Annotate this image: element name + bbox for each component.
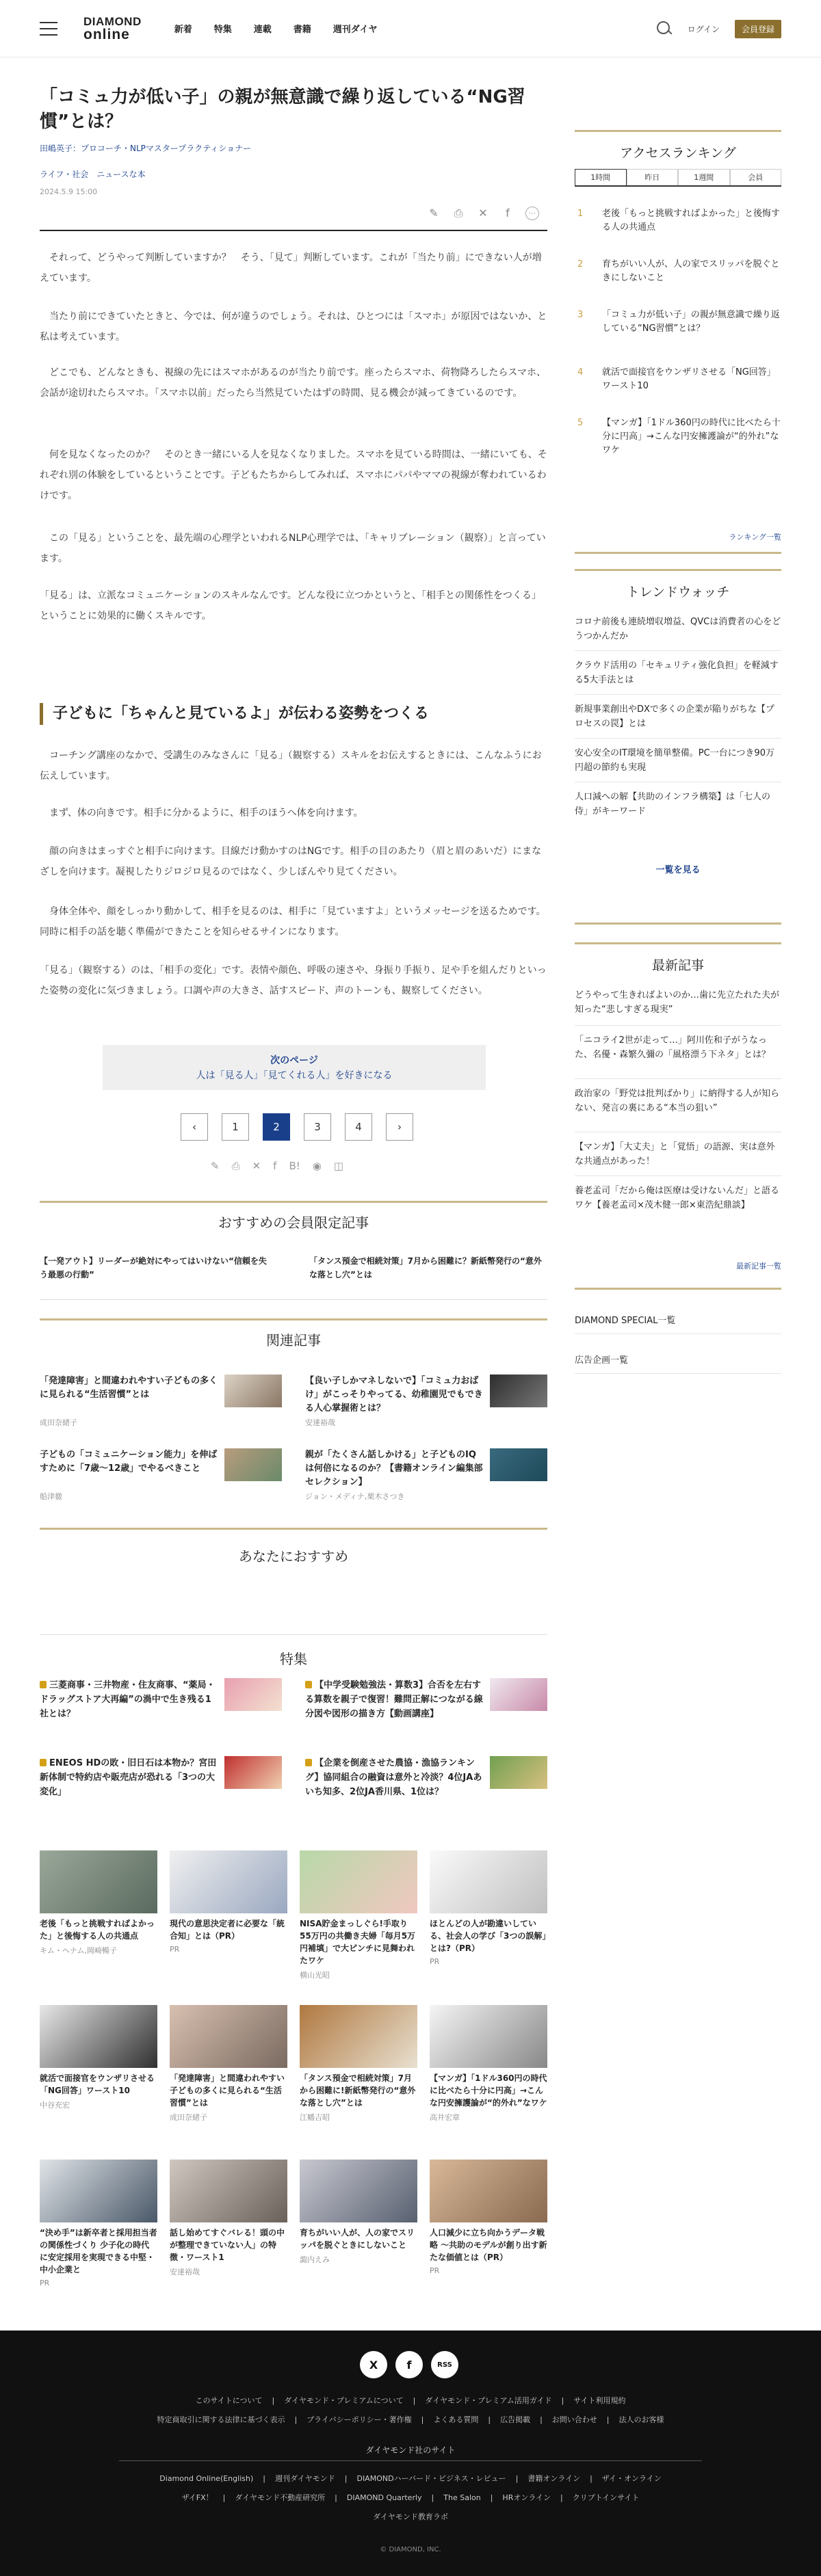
- line-share-icon[interactable]: ◉: [312, 1160, 322, 1172]
- section-divider: [40, 1201, 547, 1203]
- footer-sites-row: [0, 2511, 821, 2522]
- footer-site-link[interactable]: Diamond Online(English): [159, 2474, 254, 2483]
- footer-sites-row: Diamond Online(English) | 週刊ダイヤモンド | DIAMONDハーバード・ビジネス・レビュー | 書籍オンライン | ザイ・オンライン: [159, 2474, 662, 2483]
- related-article-image: [490, 1375, 547, 1407]
- ranking-item-title: 育ちがいい人が、人の家でスリッパを脱ぐときにしないこと: [602, 259, 780, 283]
- facebook-share-icon[interactable]: f: [273, 1160, 277, 1172]
- rank-number: 5: [577, 418, 584, 428]
- feature-article-title: [305, 1756, 483, 1799]
- latest-item[interactable]: 政治家の「野党は批判ばかり」に納得する人が知らない、発言の裏にある“本当の狙い”: [575, 1089, 780, 1113]
- latest-item[interactable]: 「ニコライ2世が走って…」阿川佐和子がうなった、名優・森繁久彌の「風格漂う下ネタ」とは？: [575, 1035, 771, 1060]
- x-share-icon[interactable]: ✕: [478, 207, 488, 220]
- tab-yesterday[interactable]: 昨日: [627, 169, 679, 185]
- site-footer: [0, 2331, 821, 2576]
- nav-item-new[interactable]: 新着: [174, 25, 192, 35]
- footer-site-link[interactable]: クリプトインサイト: [572, 2493, 640, 2502]
- logo-text-top: DIAMOND: [83, 14, 142, 28]
- trend-item[interactable]: 新規事業創出やDXで多くの企業が陥りがちな【プロセスの罠】とは: [575, 704, 774, 729]
- card-author: キム・ヘナム,岡崎暢子: [40, 1946, 117, 1955]
- page-button[interactable]: 3: [304, 1113, 331, 1141]
- feature-article-image: [490, 1678, 547, 1711]
- tab-1week[interactable]: 1週間: [678, 169, 730, 185]
- feature-article-text: 三菱商事・三井物産・住友商事、“薬局・ドラッグストア大再編”の渦中で生き残る1社とは？: [40, 1680, 216, 1719]
- card-title: 「タンス預金で相続対策」7月から困難に!新紙幣発行の“意外な落とし穴”とは: [300, 2073, 416, 2108]
- trend-item[interactable]: クラウド活用の「セキュリティ強化負担」を軽減する5大手法とは: [575, 661, 779, 685]
- tab-member[interactable]: 会員: [730, 169, 782, 185]
- card-author: 安達裕哉: [170, 2268, 200, 2276]
- print-icon[interactable]: ⎙: [231, 1160, 240, 1172]
- register-button[interactable]: 会員登録: [735, 20, 781, 38]
- card-author: PR: [170, 1945, 180, 1954]
- share-tools-bottom: [211, 1160, 343, 1172]
- article-title: 「コミュ力が低い子」の親が無意識で繰り返している“NG習慣”とは？: [40, 87, 525, 132]
- divider: [575, 1025, 781, 1026]
- footer-site-link[interactable]: DIAMONDハーバード・ビジネス・レビュー: [356, 2474, 506, 2483]
- footer-group-title: ダイヤモンド社のサイト: [365, 2445, 456, 2455]
- nav-item-feature[interactable]: 特集: [213, 25, 232, 35]
- card-article[interactable]: [40, 2005, 157, 2110]
- section-divider: [40, 1634, 547, 1635]
- related-article[interactable]: [40, 1448, 282, 1502]
- footer-links-row: 特定商取引に関する法律に基づく表示 | プライバシーポリシー・著作権 | よくある質問 | 広告掲載 | お問い合わせ | 法人のお客様: [157, 2415, 664, 2424]
- article-paragraph: それって、どうやって判断していますか？ そう、「見て」判断しています。これが「当たり前」にできない人が増えています。: [40, 252, 542, 284]
- tab-1hour[interactable]: 1時間: [575, 169, 627, 185]
- card-image: [170, 1850, 287, 1913]
- sns-links: [360, 2351, 458, 2378]
- article-paragraph: 何を見なくなったのか？ そのとき一緒にいる人を見なくなりました。スマホを見ている時間は、一緒にいても、それぞれ別の体験をしているということです。子どもたちからしてみれば、スマホにパパやママの視線が奪われているわけです。: [40, 449, 547, 501]
- x-share-icon[interactable]: ✕: [252, 1160, 261, 1172]
- footer-link[interactable]: ダイヤモンド・プレミアムについて: [284, 2396, 404, 2405]
- trend-box: [575, 569, 781, 925]
- lock-icon: [305, 1759, 312, 1766]
- hatena-bookmark-icon[interactable]: B!: [289, 1160, 300, 1172]
- card-author: PR: [40, 2279, 50, 2287]
- page-button[interactable]: 4: [345, 1113, 372, 1141]
- facebook-icon[interactable]: f: [395, 2351, 423, 2378]
- latest-title: 最新記事: [651, 958, 704, 973]
- ad-list-link[interactable]: 広告企画一覧: [575, 1355, 629, 1366]
- nav-item-series[interactable]: 連載: [253, 25, 272, 35]
- related-article-author: ジョン・メディナ,栗木さつき: [305, 1492, 405, 1501]
- article-paragraph: どこでも、どんなときも、視線の先にはスマホがあるのが当たり前です。座ったらスマホ、荷物降ろしたらスマホ、会話が途切れたらスマホ。「スマホ以前」だったら当然見ていたはずの時間、見る機会が減ってきているのです。: [40, 367, 547, 399]
- related-article[interactable]: [40, 1375, 282, 1428]
- card-title: ほとんどの人が勘違いしている、社会人の学び「3つの誤解」とは?（PR）: [430, 1919, 547, 1953]
- diamond-special-link[interactable]: DIAMOND SPECIAL一覧: [575, 1316, 676, 1326]
- card-image: [430, 2160, 547, 2222]
- related-article-author: 船津徹: [40, 1492, 62, 1501]
- divider: [575, 1333, 781, 1334]
- feature-article[interactable]: [305, 1678, 547, 1733]
- ranking-item-title: 老後「もっと挑戦すればよかった」と後悔する人の共通点: [602, 209, 781, 233]
- related-article-title: 【良い子しかマネしないで】「コミュ力おばけ」がこっそりやってる、幼稚園児でもできる人心掌握術とは？: [305, 1376, 483, 1413]
- clip-icon[interactable]: ✎: [429, 207, 439, 220]
- card-title: 現代の意思決定者に必要な「統合知」とは（PR）: [170, 1919, 285, 1941]
- card-article[interactable]: [430, 2160, 547, 2275]
- nav-item-weekly[interactable]: 週刊ダイヤ: [333, 25, 378, 35]
- card-article[interactable]: [300, 1850, 417, 1980]
- x-icon[interactable]: X: [360, 2351, 387, 2378]
- article-paragraph: 顔の向きはまっすぐと相手に向けます。目線だけ動かすのはNGです。相手の目のあたり（眉と眉のあいだ）にまなざしを向けます。凝視したりジロジロ見るのではなく、少しぼんやり見てください。: [40, 846, 542, 877]
- article-paragraph: 「見る」は、立派なコミュニケーションのスキルなんです。どんな役に立つかというと、「相手との関係性をつくる」ということに効果的に働くスキルです。: [40, 590, 541, 622]
- card-image: [170, 2160, 287, 2222]
- next-page-title: 人は「見る人」「見てくれる人」を好きになる: [196, 1070, 393, 1081]
- card-title: 「発達障害」と間違われやすい子どもの多くに見られる“生活習慣”とは: [170, 2073, 285, 2108]
- search-icon[interactable]: [656, 21, 673, 37]
- page-button-current[interactable]: 2: [263, 1113, 290, 1141]
- logo-text-bottom: online: [83, 26, 130, 42]
- related-article-image: [490, 1448, 547, 1481]
- divider: [575, 1078, 781, 1079]
- more-share-icon[interactable]: ⋯: [525, 207, 539, 220]
- footer-site-link[interactable]: 週刊ダイヤモンド: [274, 2474, 335, 2483]
- latest-more-link[interactable]: 最新記事一覧: [736, 1262, 781, 1271]
- ranking-item-title: 【マンガ】「1ドル360円の時代に比べたら十分に円高」→こんな円安擁護論が“的外れ”なワケ: [602, 418, 781, 455]
- next-page-label: 次のページ: [270, 1055, 318, 1066]
- card-title: NISA貯金まっしぐら!手取り55万円の共働き夫婦「毎月5万円補填」で大ピンチに見舞われたワケ: [300, 1919, 416, 1965]
- card-image: [40, 2005, 157, 2068]
- card-author: 江幡吉昭: [300, 2113, 330, 2122]
- article-paragraph: コーチング講座のなかで、受講生のみなさんに「見る」（観察する）スキルをお伝えするときには、こんなふうにお伝えしています。: [40, 750, 542, 782]
- card-author: 横山光昭: [300, 1971, 330, 1980]
- divider: [575, 650, 781, 651]
- card-title: 話し始めてすぐバレる！頭の中が整理できていない人」の特徴・ワースト1: [170, 2228, 285, 2262]
- latest-item[interactable]: 養老孟司「だから俺は医療は受けないんだ」と語るワケ【養老孟司×茂木健一郎×東浩紀鼎談】: [575, 1186, 780, 1210]
- card-image: [300, 1850, 417, 1913]
- site-logo[interactable]: [83, 16, 142, 42]
- feature-article-title: [40, 1756, 218, 1799]
- card-title: 人口減少に立ち向かうデータ戦略 ～共助のモデルが創り出す新たな価値とは（PR）: [430, 2228, 547, 2262]
- trend-more-link[interactable]: 一覧を見る: [655, 865, 701, 875]
- pagination: [181, 1113, 413, 1141]
- card-article[interactable]: [300, 2160, 417, 2265]
- prev-page-button[interactable]: ‹: [181, 1113, 208, 1141]
- member-section-title: おすすめの会員限定記事: [218, 1214, 369, 1231]
- trend-title: トレンドウォッチ: [626, 585, 730, 600]
- feature-article-text: 【中学受験勉強法・算数3】合否を左右する算数を親子で復習！難問正解につながる線分図や図形の描き方【動画講座】: [305, 1680, 483, 1719]
- rank-number: 1: [577, 209, 584, 219]
- card-author: 中谷充宏: [40, 2101, 70, 2110]
- footer-site-link[interactable]: ザイ・オンライン: [601, 2474, 662, 2483]
- rank-number: 4: [577, 367, 584, 377]
- feature-article-text: 【企業を倒産させた農協・漁協ランキング】協同組合の融資は意外と冷淡？4位JAあいち知多、2位JA香川県、1位は？: [305, 1758, 482, 1797]
- related-article-image: [224, 1375, 282, 1407]
- rss-icon[interactable]: RSS: [431, 2351, 458, 2378]
- feature-section-title: 特集: [280, 1651, 307, 1667]
- related-article[interactable]: [305, 1448, 547, 1502]
- footer-link[interactable]: 広告掲載: [500, 2415, 531, 2424]
- site-header: [0, 0, 821, 57]
- related-section-title: 関連記事: [266, 1332, 321, 1349]
- footer-link[interactable]: このサイトについて: [195, 2396, 263, 2405]
- article-paragraph: 身体全体や、顔をしっかり動かして、相手を見るのは、相手に「見ていますよ」というメッセージを送るためです。同時に相手の話を聴く準備ができたことを知らせるサインになります。: [40, 906, 546, 938]
- lock-icon: [40, 1759, 47, 1766]
- feature-article-title: [40, 1678, 218, 1721]
- card-article[interactable]: [170, 2005, 287, 2123]
- card-title: 育ちがいい人が、人の家でスリッパを脱ぐときにしないこと: [300, 2228, 415, 2250]
- card-article[interactable]: [170, 1850, 287, 1954]
- footer-site-link[interactable]: DIAMOND Quarterly: [346, 2493, 422, 2502]
- card-author: PR: [430, 2266, 440, 2275]
- article-author[interactable]: 田嶋英子：プロコーチ・NLPマスタープラクティショナー: [40, 144, 252, 153]
- article-paragraph: まず、体の向きです。相手に分かるように、相手のほうへ体を向けます。: [40, 808, 363, 819]
- print-icon[interactable]: ⎙: [454, 207, 463, 220]
- lock-icon: [40, 1681, 47, 1688]
- feature-article-text: ENEOS HDの敗・旧日石は本物か？宮田新体制で特約店や販売店が恐れる「3つの大変化」: [40, 1758, 217, 1797]
- clip-icon[interactable]: ✎: [211, 1160, 220, 1172]
- global-nav: [174, 22, 378, 35]
- footer-link[interactable]: ダイヤモンド・プレミアム活用ガイド: [425, 2396, 552, 2405]
- card-article[interactable]: [430, 1850, 547, 1966]
- footer-link[interactable]: プライバシーポリシー・著作権: [307, 2415, 412, 2424]
- ranking-more-link[interactable]: ランキング一覧: [729, 533, 781, 542]
- trend-item[interactable]: 人口減への解【共助のインフラ構築】は「七人の侍」がキーワード: [575, 792, 771, 816]
- article-date: 2024.5.9 15:00: [40, 187, 98, 196]
- footer-site-link[interactable]: The Salon: [443, 2493, 481, 2502]
- card-image: [430, 2005, 547, 2068]
- login-link[interactable]: ログイン: [687, 24, 720, 34]
- footer-site-link[interactable]: ダイヤモンド教育ラボ: [373, 2512, 448, 2521]
- card-title: 【マンガ】「1ドル360円の時代に比べたら十分に円高」→こんな円安擁護論が“的外れ”なワケ: [430, 2073, 547, 2108]
- card-author: PR: [430, 1957, 440, 1966]
- share-tools: [427, 207, 539, 220]
- feature-article[interactable]: [40, 1678, 282, 1733]
- related-article-author: 安達裕哉: [305, 1418, 335, 1427]
- related-article-author: 成田奈緒子: [40, 1418, 77, 1427]
- related-article[interactable]: [305, 1375, 547, 1428]
- feature-article-image: [224, 1756, 282, 1789]
- card-article[interactable]: [40, 2160, 157, 2287]
- ranking-title: アクセスランキング: [620, 146, 736, 161]
- section-divider: [40, 1528, 547, 1530]
- rank-number: 2: [577, 259, 584, 269]
- footer-link[interactable]: 特定商取引に関する法律に基づく表示: [157, 2415, 285, 2424]
- ranking-tabs: [575, 169, 781, 187]
- feature-article-title: [305, 1678, 483, 1721]
- hamburger-menu-icon[interactable]: [40, 22, 57, 36]
- rank-number: 3: [577, 310, 584, 320]
- footer-sites-row: ザイFX！ | ダイヤモンド不動産研究所 | DIAMOND Quarterly | The Salon | HRオンライン | クリプトインサイト: [181, 2493, 640, 2502]
- card-article[interactable]: [40, 1850, 157, 1956]
- latest-box: [575, 942, 781, 1290]
- card-image: [170, 2005, 287, 2068]
- card-image: [40, 1850, 157, 1913]
- footer-site-link[interactable]: HRオンライン: [502, 2493, 551, 2502]
- trend-item[interactable]: 安心安全のIT環境を簡単整備。PC一台につき90万円超の節約も実現: [575, 748, 774, 773]
- member-article-link[interactable]: 「タンス預金で相続対策」7月から困難に？新紙幣発行の“意外な落とし穴”とは: [309, 1256, 542, 1279]
- card-title: “決め手”は新卒者と採用担当者の関係性づくり 少子化の時代に安定採用を実現できる中堅・中小企業と: [40, 2228, 157, 2274]
- card-author: 高井宏章: [430, 2113, 460, 2122]
- footer-link[interactable]: 法人のお客様: [618, 2415, 664, 2424]
- article-subheading: 子どもに「ちゃんと見ているよ」が伝わる姿勢をつくる: [40, 703, 429, 725]
- card-image: [430, 1850, 547, 1913]
- next-page-button[interactable]: ›: [386, 1113, 413, 1141]
- card-image: [40, 2160, 157, 2222]
- related-article-title: 「発達障害」と間違われやすい子どもの多くに見られる“生活習慣”とは: [40, 1376, 218, 1400]
- card-title: 老後「もっと挑戦すればよかった」と後悔する人の共通点: [40, 1919, 155, 1941]
- lock-icon: [305, 1681, 312, 1688]
- related-article-title: 子どもの「コミュニケーション能力」を伸ばすために「7歳〜12歳」でやるべきこと: [40, 1450, 218, 1474]
- feature-article[interactable]: [305, 1756, 547, 1811]
- footer-divider: [119, 2460, 702, 2461]
- card-image: [300, 2005, 417, 2068]
- nav-item-books[interactable]: 書籍: [293, 25, 311, 35]
- article-paragraph: 当たり前にできていたときと、今では、何が違うのでしょう。それは、ひとつには「スマホ」が原因ではないか、と私は考えています。: [40, 311, 547, 343]
- divider: [575, 694, 781, 695]
- article-paragraph: 「見る」（観察する）のは、「相手の変化」です。表情や顔色、呼吸の速さや、身振り手振り、足や手を組んだりといった姿勢の変化に気づきましょう。口調や声の大きさ、話すスピード、声のトーンも、観察してください。: [40, 965, 547, 996]
- footer-site-link[interactable]: ザイFX！: [181, 2493, 213, 2502]
- footer-link[interactable]: お問い合わせ: [551, 2415, 597, 2424]
- footer-site-link[interactable]: ダイヤモンド不動産研究所: [235, 2493, 326, 2502]
- recommend-section-title: あなたにおすすめ: [238, 1548, 349, 1565]
- card-article[interactable]: [300, 2005, 417, 2123]
- ranking-item-title: 「コミュ力が低い子」の親が無意識で繰り返している“NG習慣”とは？: [602, 310, 780, 334]
- member-article-link[interactable]: 【一発アウト】リーダーが絶対にやってはいけない“信頼を失う最悪の行動”: [40, 1256, 267, 1279]
- card-image: [300, 2160, 417, 2222]
- copyright: © DIAMOND, INC.: [380, 2546, 441, 2553]
- footer-site-link[interactable]: 書籍オンライン: [527, 2474, 581, 2483]
- facebook-share-icon[interactable]: f: [506, 207, 510, 220]
- latest-item[interactable]: どうやって生きればよいのか…歯に先立たれた夫が知った“悲しすぎる現実”: [575, 990, 780, 1015]
- title-divider: [40, 230, 547, 231]
- trend-item[interactable]: コロナ前後も連続増収増益、QVCは消費者の心をどうつかんだか: [575, 617, 781, 641]
- card-article[interactable]: [170, 2160, 287, 2277]
- divider: [575, 738, 781, 739]
- card-article[interactable]: [430, 2005, 547, 2123]
- section-divider: [40, 1299, 547, 1300]
- pocket-icon[interactable]: ◫: [333, 1160, 344, 1172]
- footer-link[interactable]: サイト利用規約: [573, 2396, 626, 2405]
- ranking-item-title: 就活で面接官をウンザリさせる「NG回答」ワースト10: [602, 367, 776, 391]
- related-article-title: 親が「たくさん話しかける」と子どものIQは何倍になるのか？【書籍オンライン編集部セレクション】: [305, 1450, 483, 1487]
- feature-article[interactable]: [40, 1756, 282, 1811]
- footer-link[interactable]: よくある質問: [433, 2415, 479, 2424]
- card-title: 就活で面接官をウンザリさせる「NG回答」ワースト10: [40, 2073, 155, 2095]
- section-divider: [40, 1318, 547, 1320]
- article-paragraph: この「見る」ということを、最先端の心理学といわれるNLP心理学では、「キャリブレーション（観察）」と言っています。: [40, 533, 546, 564]
- ranking-box: [575, 130, 781, 554]
- related-article-image: [224, 1448, 282, 1481]
- feature-article-image: [224, 1678, 282, 1711]
- article-categories[interactable]: ライフ・社会 ニュースな本: [40, 170, 146, 179]
- latest-item[interactable]: 【マンガ】「大丈夫」と「覚悟」の語源、実は意外な共通点があった！: [575, 1142, 775, 1167]
- footer-links-row: このサイトについて | ダイヤモンド・プレミアムについて | ダイヤモンド・プレミアム活用ガイド | サイト利用規約: [195, 2396, 626, 2405]
- next-page-link[interactable]: [103, 1045, 486, 1090]
- divider: [575, 1373, 781, 1374]
- card-author: 成田奈緒子: [170, 2113, 207, 2122]
- card-author: 諏内えみ: [300, 2255, 330, 2264]
- page-button[interactable]: 1: [222, 1113, 249, 1141]
- feature-article-image: [490, 1756, 547, 1789]
